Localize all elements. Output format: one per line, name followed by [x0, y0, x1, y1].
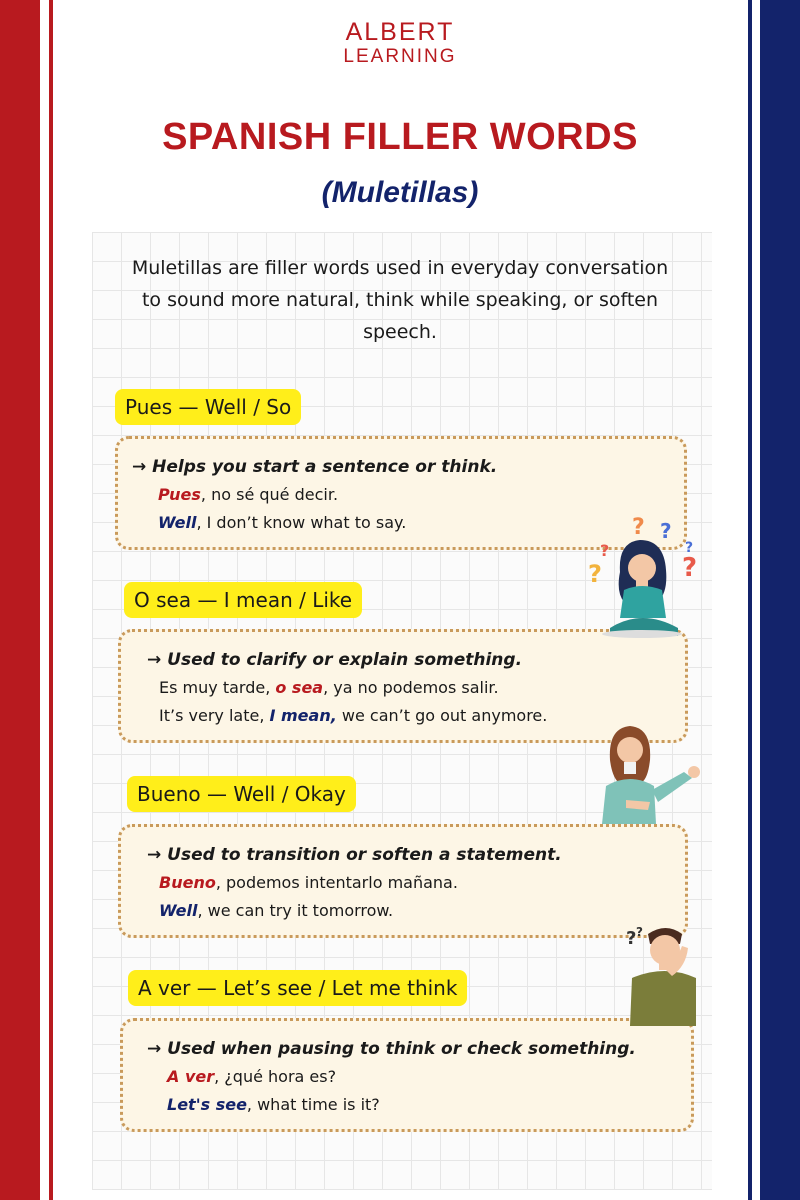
spanish-sentence-rest: , podemos intentarlo mañana.	[215, 873, 458, 892]
brand-line-1: ALBERT	[345, 18, 455, 46]
spanish-example	[147, 674, 667, 702]
brand-logo	[0, 18, 800, 68]
english-example	[147, 897, 667, 925]
section-label-o-sea: O sea — I mean / Like	[124, 582, 362, 618]
english-filler-word: Well	[158, 513, 197, 532]
english-sentence-rest: we can’t go out anymore.	[336, 706, 548, 725]
english-sentence-rest: , I don’t know what to say.	[196, 513, 407, 532]
section-heading: → Used when pausing to think or check something.	[147, 1039, 636, 1059]
section-label-pues: Pues — Well / So	[115, 389, 301, 425]
section-label-a-ver: A ver — Let’s see / Let me think	[128, 970, 467, 1006]
svg-text:?: ?	[600, 541, 610, 560]
english-filler-word: I mean,	[269, 706, 337, 725]
page-subtitle: (Muletillas)	[321, 176, 479, 209]
svg-text:?: ?	[685, 540, 694, 556]
section-box-a-ver	[120, 1018, 694, 1132]
section-box-bueno	[118, 824, 688, 938]
svg-text:?: ?	[626, 928, 637, 949]
confused-man-illustration	[618, 918, 704, 1026]
svg-text:?: ?	[632, 515, 645, 540]
english-filler-word: Well	[159, 901, 198, 920]
svg-text:?: ?	[588, 560, 602, 588]
svg-text:?: ?	[636, 925, 643, 939]
spanish-filler-word: Pues	[158, 485, 201, 504]
thinking-girl-illustration	[580, 512, 710, 642]
english-example	[147, 1091, 673, 1119]
spanish-sentence-rest: , ¿qué hora es?	[214, 1067, 337, 1086]
section-heading: → Used to transition or soften a statement.	[147, 845, 562, 865]
spanish-filler-word: A ver	[167, 1067, 215, 1086]
intro-paragraph: Muletillas are filler words used in everyday conversation to sound more natural, think while speaking, or soften speech.	[131, 257, 669, 343]
svg-text:?: ?	[682, 553, 698, 583]
section-heading: → Used to clarify or explain something.	[147, 650, 523, 670]
spanish-filler-word: o sea	[275, 678, 324, 697]
spanish-sentence-rest: , ya no podemos salir.	[323, 678, 499, 697]
spanish-example	[147, 869, 667, 897]
section-heading: → Helps you start a sentence or think.	[132, 457, 498, 477]
spanish-filler-word: Bueno	[159, 873, 216, 892]
english-filler-word: Let's see	[167, 1095, 247, 1114]
spanish-example	[132, 481, 666, 509]
english-sentence-rest: , what time is it?	[246, 1095, 380, 1114]
brand-line-2: LEARNING	[343, 46, 457, 67]
presenting-woman-illustration	[596, 720, 706, 826]
english-sentence-start: It’s very late,	[159, 706, 270, 725]
spanish-example	[147, 1063, 673, 1091]
spanish-sentence-start: Es muy tarde,	[159, 678, 276, 697]
spanish-sentence-rest: , no sé qué decir.	[200, 485, 339, 504]
section-label-bueno: Bueno — Well / Okay	[127, 776, 356, 812]
english-example	[147, 702, 667, 730]
svg-text:?: ?	[660, 519, 672, 543]
page-title: SPANISH FILLER WORDS	[162, 116, 638, 158]
english-sentence-rest: , we can try it tomorrow.	[197, 901, 394, 920]
